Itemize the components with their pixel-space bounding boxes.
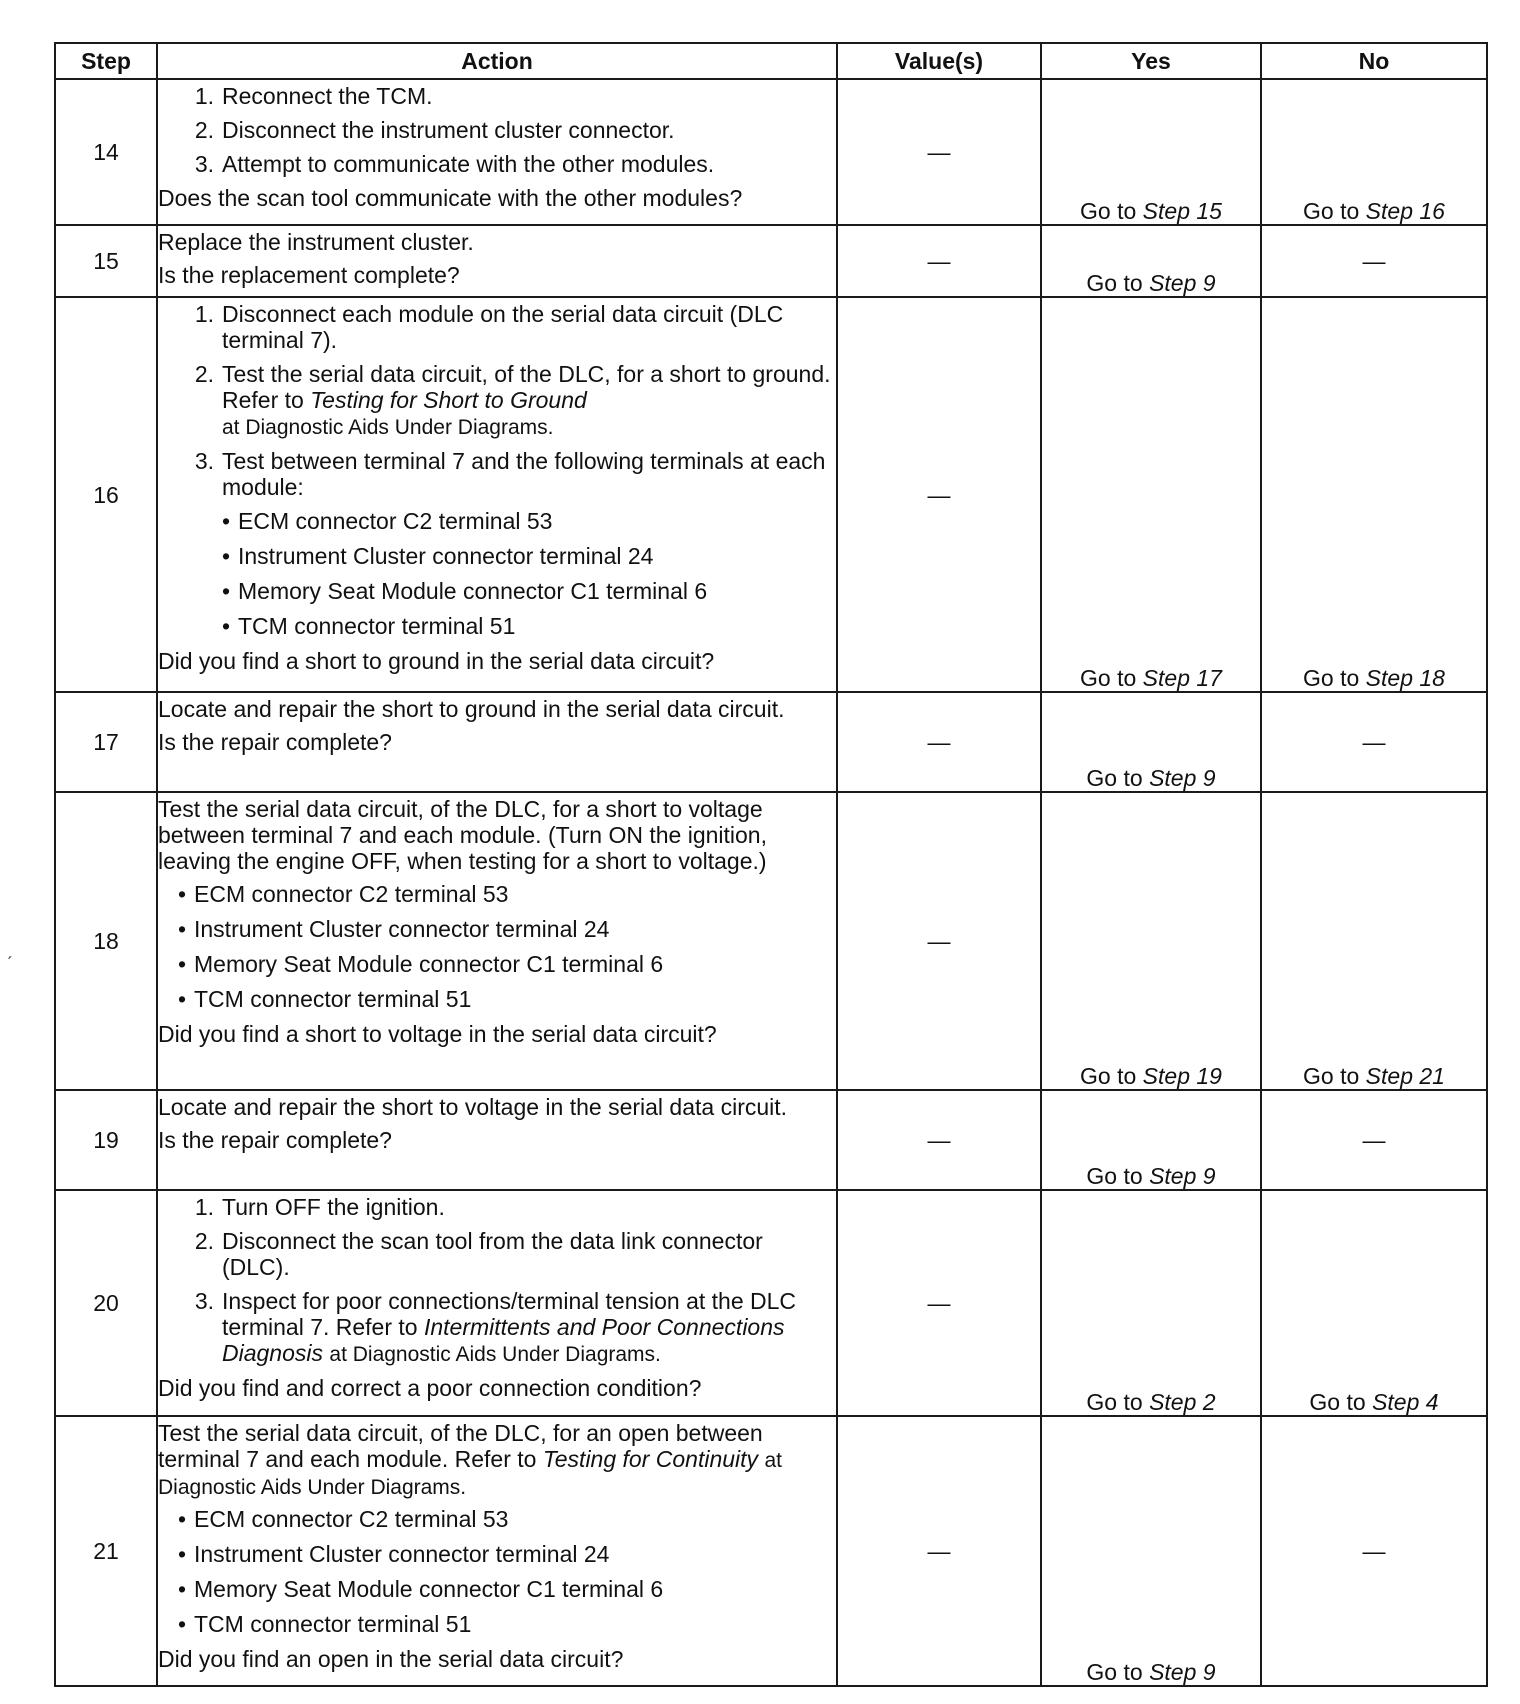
item-number: 3.	[194, 1287, 214, 1314]
step-number: 18	[55, 792, 157, 1090]
step-number: 16	[55, 297, 157, 692]
yes-step-link[interactable]: Step 9	[1149, 270, 1216, 297]
item-number: 1.	[194, 83, 214, 109]
action-cell	[157, 225, 837, 297]
value-cell	[837, 1416, 1041, 1686]
go-to-label: Go to	[1303, 198, 1360, 225]
step-question: Did you find a short to ground in the serial data circuit?	[158, 647, 715, 674]
reference-link[interactable]: Testing for Continuity	[542, 1445, 759, 1472]
bullet-item	[214, 543, 836, 569]
action-cell	[157, 1190, 837, 1416]
action-text: Locate and repair the short to ground in the serial data circuit.	[158, 696, 785, 722]
bullet-list	[158, 508, 836, 639]
action-text: Locate and repair the short to voltage in the serial data circuit.	[158, 1094, 788, 1120]
action-cell	[157, 692, 837, 792]
bullet-item	[214, 508, 836, 534]
bullet-text: TCM connector terminal 51	[194, 985, 472, 1012]
bullet-icon: •	[177, 880, 187, 907]
no-cell	[1261, 1190, 1487, 1416]
step-number: 14	[55, 79, 157, 225]
yes-step-link[interactable]: Step 9	[1149, 1659, 1216, 1686]
action-text: Test the serial data circuit, of the DLC, for a short to voltage between terminal 7 and each module. (Turn ON the ignition, leaving the engine OFF, when testing for a short to voltage.)	[158, 796, 767, 874]
table-row-step-18	[55, 792, 1487, 1090]
value-dash: —	[927, 248, 951, 274]
numbered-item	[158, 117, 836, 143]
action-text-with-ref	[158, 1420, 836, 1499]
header-values: Value(s)	[837, 43, 1041, 79]
action-text: Test the serial data circuit, of the DLC, for an open between terminal 7 and each module. Refer to	[158, 1420, 763, 1472]
numbered-item	[158, 151, 836, 177]
table-row-step-19	[55, 1090, 1487, 1190]
bullet-text: ECM connector C2 terminal 53	[194, 1506, 509, 1533]
table-row-step-16	[55, 297, 1487, 692]
table-row-step-17	[55, 692, 1487, 792]
bullet-text: Memory Seat Module connector C1 terminal 6	[238, 577, 708, 604]
value-dash: —	[927, 1538, 951, 1564]
numbered-item	[158, 448, 836, 500]
numbered-item	[158, 361, 836, 440]
go-to-label: Go to	[1086, 1659, 1143, 1686]
no-step-link[interactable]: Step 16	[1365, 198, 1445, 225]
value-dash: —	[927, 1127, 951, 1153]
bullet-item	[170, 1541, 836, 1567]
step-question: Did you find an open in the serial data circuit?	[158, 1646, 624, 1673]
step-question: Is the repair complete?	[158, 728, 392, 755]
reference-location: at Diagnostic Aids Under Diagrams.	[222, 415, 554, 439]
bullet-icon: •	[177, 1611, 187, 1638]
no-dash: —	[1362, 248, 1386, 274]
action-cell	[157, 1416, 837, 1686]
action-cell	[157, 1090, 837, 1190]
bullet-icon: •	[177, 1506, 187, 1533]
bullet-item	[170, 881, 836, 907]
go-to-label: Go to	[1086, 1389, 1143, 1416]
item-text: Inspect for poor connections/terminal tension at the DLC terminal 7. Refer to	[222, 1287, 797, 1340]
item-text: Attempt to communicate with the other modules.	[222, 150, 715, 177]
bullet-text: ECM connector C2 terminal 53	[238, 507, 553, 534]
bullet-text: ECM connector C2 terminal 53	[194, 880, 509, 907]
bullet-icon: •	[221, 577, 231, 604]
no-step-link[interactable]: Step 18	[1365, 665, 1445, 692]
yes-cell	[1041, 1416, 1261, 1686]
bullet-list	[158, 881, 836, 1012]
item-text: Disconnect the instrument cluster connector.	[222, 116, 675, 143]
bullet-text: TCM connector terminal 51	[194, 1611, 472, 1638]
table-row-step-21	[55, 1416, 1487, 1686]
table-row-step-15	[55, 225, 1487, 297]
yes-step-link[interactable]: Step 9	[1149, 1163, 1216, 1190]
no-step-link[interactable]: Step 21	[1365, 1063, 1445, 1090]
bullet-item	[170, 1576, 836, 1602]
header-row	[55, 43, 1487, 79]
go-to-label: Go to	[1303, 1063, 1360, 1090]
header-action: Action	[157, 43, 837, 79]
yes-cell	[1041, 1190, 1261, 1416]
numbered-item	[158, 83, 836, 109]
action-cell	[157, 792, 837, 1090]
table-row-step-14	[55, 79, 1487, 225]
no-cell	[1261, 792, 1487, 1090]
bullet-item	[170, 1506, 836, 1532]
yes-step-link[interactable]: Step 17	[1142, 665, 1222, 692]
action-cell	[157, 297, 837, 692]
bullet-item	[170, 951, 836, 977]
value-dash: —	[927, 481, 951, 508]
step-question: Did you find a short to voltage in the serial data circuit?	[158, 1020, 717, 1047]
bullet-item	[170, 916, 836, 942]
item-text: Turn OFF the ignition.	[222, 1194, 445, 1220]
item-number: 3.	[194, 150, 214, 177]
bullet-item	[214, 613, 836, 639]
item-text-with-ref	[222, 361, 836, 440]
bullet-item	[170, 986, 836, 1012]
item-number: 2.	[194, 1227, 214, 1254]
yes-cell	[1041, 792, 1261, 1090]
bullet-text: Instrument Cluster connector terminal 24	[238, 542, 654, 569]
step-number: 19	[55, 1090, 157, 1190]
item-number: 1.	[194, 1194, 214, 1220]
no-dash: —	[1362, 729, 1386, 755]
no-cell	[1261, 1090, 1487, 1190]
reference-location: at Diagnostic Aids Under Diagrams.	[329, 1342, 661, 1366]
numbered-item	[158, 1194, 836, 1220]
item-number: 3.	[194, 447, 214, 474]
bullet-item	[170, 1611, 836, 1637]
header-no: No	[1261, 43, 1487, 79]
stray-mark: ˏ	[6, 938, 13, 960]
header-step: Step	[55, 43, 157, 79]
no-dash: —	[1362, 1538, 1386, 1564]
go-to-label: Go to	[1086, 1163, 1143, 1190]
item-number: 1.	[194, 301, 214, 327]
value-dash: —	[927, 139, 951, 165]
item-text: Disconnect each module on the serial data circuit (DLC terminal 7).	[222, 301, 784, 353]
numbered-item	[158, 1288, 836, 1367]
yes-step-link[interactable]: Step 19	[1142, 1063, 1222, 1090]
step-number: 21	[55, 1416, 157, 1686]
step-question: Did you find and correct a poor connection condition?	[158, 1374, 702, 1401]
reference-link[interactable]: Testing for Short to Ground	[310, 386, 587, 413]
item-number: 2.	[194, 116, 214, 143]
action-cell	[157, 79, 837, 225]
go-to-label: Go to	[1080, 1063, 1137, 1090]
item-text: Test between terminal 7 and the following terminals at each module:	[222, 447, 826, 500]
bullet-icon: •	[221, 612, 231, 639]
value-dash: —	[927, 729, 951, 755]
step-question: Is the replacement complete?	[158, 261, 460, 288]
yes-step-link[interactable]: Step 2	[1149, 1389, 1216, 1416]
go-to-label: Go to	[1080, 665, 1137, 692]
bullet-text: Instrument Cluster connector terminal 24	[194, 1541, 610, 1568]
step-number: 20	[55, 1190, 157, 1416]
bullet-text: Memory Seat Module connector C1 terminal 6	[194, 1576, 664, 1603]
go-to-label: Go to	[1086, 765, 1143, 792]
go-to-label: Go to	[1080, 198, 1137, 225]
yes-step-link[interactable]: Step 9	[1149, 765, 1216, 792]
no-dash: —	[1362, 1127, 1386, 1153]
value-dash: —	[927, 928, 951, 954]
bullet-icon: •	[221, 542, 231, 569]
no-cell	[1261, 79, 1487, 225]
numbered-item	[158, 301, 836, 353]
bullet-text: Instrument Cluster connector terminal 24	[194, 915, 610, 942]
bullet-icon: •	[177, 1541, 187, 1568]
bullet-icon: •	[177, 985, 187, 1012]
value-dash: —	[927, 1290, 951, 1316]
yes-cell	[1041, 692, 1261, 792]
no-cell	[1261, 1416, 1487, 1686]
bullet-text: Memory Seat Module connector C1 terminal 6	[194, 950, 664, 977]
item-text: Test the serial data circuit, of the DLC, for a short to ground. Refer to	[222, 360, 831, 413]
no-cell	[1261, 297, 1487, 692]
go-to-label: Go to	[1309, 1389, 1366, 1416]
go-to-label: Go to	[1086, 270, 1143, 297]
bullet-icon: •	[177, 915, 187, 942]
table-row-step-20	[55, 1190, 1487, 1416]
value-cell	[837, 1090, 1041, 1190]
value-cell	[837, 297, 1041, 692]
yes-cell	[1041, 1090, 1261, 1190]
bullet-icon: •	[177, 950, 187, 977]
item-number: 2.	[194, 360, 214, 387]
value-cell	[837, 225, 1041, 297]
item-text: Disconnect the scan tool from the data link connector (DLC).	[222, 1227, 763, 1280]
value-cell	[837, 79, 1041, 225]
yes-cell	[1041, 79, 1261, 225]
step-question: Is the repair complete?	[158, 1126, 392, 1153]
bullet-icon: •	[177, 1576, 187, 1603]
action-text: Replace the instrument cluster.	[158, 229, 474, 255]
step-number: 15	[55, 225, 157, 297]
item-text: Reconnect the TCM.	[222, 83, 433, 109]
bullet-text: TCM connector terminal 51	[238, 612, 516, 639]
value-cell	[837, 792, 1041, 1090]
reference-location: at Diagnostic Aids Under Diagrams.	[158, 1448, 782, 1499]
item-text-with-ref	[222, 1288, 836, 1367]
go-to-label: Go to	[1303, 665, 1360, 692]
bullet-icon: •	[221, 507, 231, 534]
no-step-link[interactable]: Step 4	[1372, 1389, 1439, 1416]
yes-cell	[1041, 297, 1261, 692]
bullet-item	[214, 578, 836, 604]
header-yes: Yes	[1041, 43, 1261, 79]
numbered-item	[158, 1228, 836, 1280]
bullet-list	[158, 1506, 836, 1637]
no-cell	[1261, 225, 1487, 297]
step-number: 17	[55, 692, 157, 792]
no-cell	[1261, 692, 1487, 792]
value-cell	[837, 1190, 1041, 1416]
step-question: Does the scan tool communicate with the other modules?	[158, 184, 743, 211]
diagnostic-table	[54, 42, 1488, 1687]
yes-cell	[1041, 225, 1261, 297]
value-cell	[837, 692, 1041, 792]
yes-step-link[interactable]: Step 15	[1142, 198, 1222, 225]
reference-link[interactable]: Intermittents and Poor Connections Diagnosis	[222, 1313, 785, 1366]
